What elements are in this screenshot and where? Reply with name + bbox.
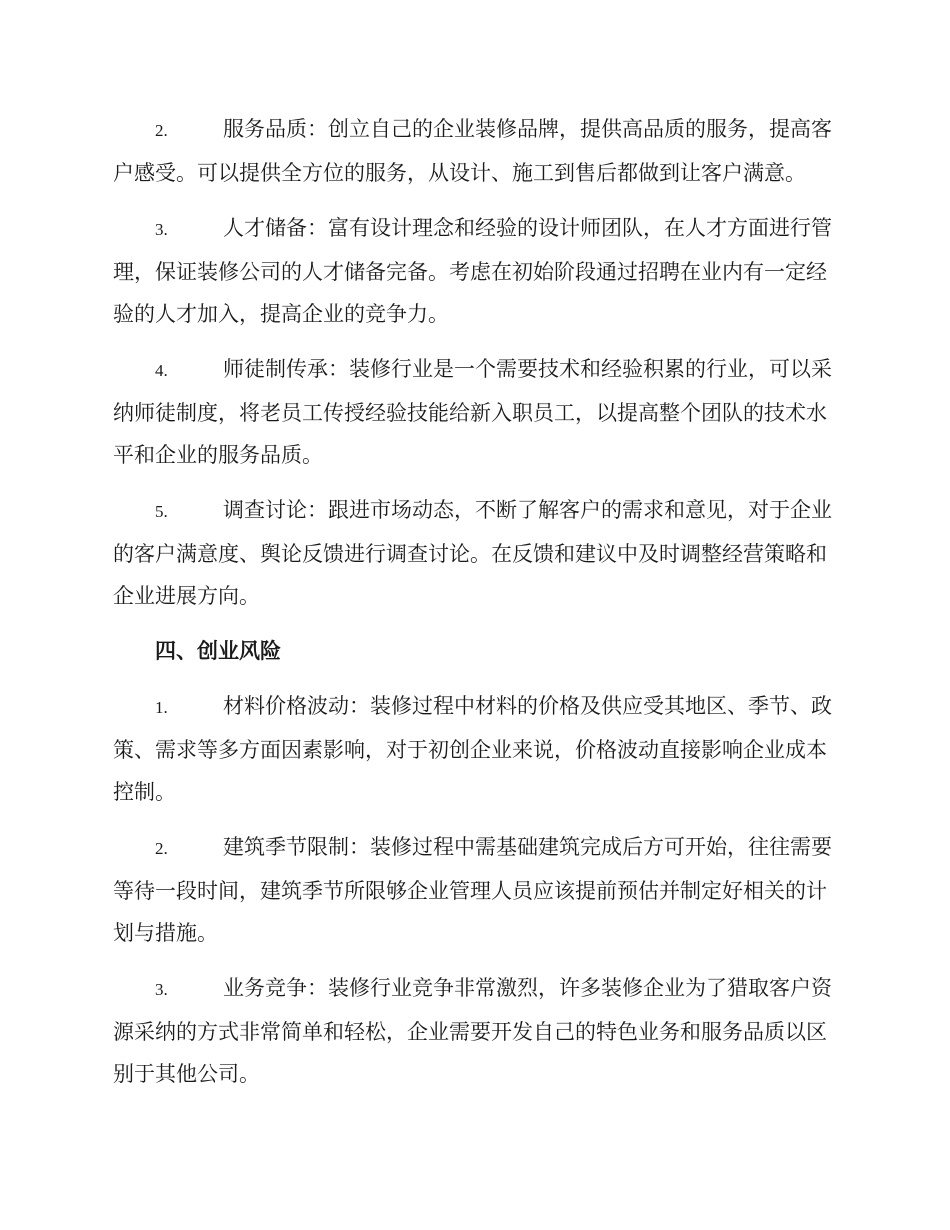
- list-item-number: 2.: [155, 121, 168, 140]
- list-item-text: 人才储备：富有设计理念和经验的设计师团队，在人才方面进行管理，保证装修公司的人才储备完备。考虑在初始阶段通过招聘在业内有一定经验的人才加入，提高企业的竞争力。: [113, 216, 832, 326]
- list-item: [113, 826, 833, 954]
- document-body: [113, 108, 833, 1108]
- list-item-number: 5.: [155, 502, 168, 521]
- list-item: [113, 108, 833, 194]
- list-item: [113, 489, 833, 617]
- list-item: [113, 685, 833, 813]
- list-item-text: 服务品质：创立自己的企业装修品牌，提供高品质的服务，提高客户感受。可以提供全方位的服务，从设计、施工到售后都做到让客户满意。: [113, 117, 832, 185]
- list-item-text: 建筑季节限制：装修过程中需基础建筑完成后方可开始，往往需要等待一段时间，建筑季节所限够企业管理人员应该提前预估并制定好相关的计划与措施。: [113, 835, 832, 945]
- section-heading: 四、创业风险: [155, 638, 281, 663]
- list-item: [113, 967, 833, 1095]
- list-item-number: 2.: [155, 839, 168, 858]
- list-item-text: 业务竞争：装修行业竞争非常激烈，许多装修企业为了猎取客户资源采纳的方式非常简单和轻松，企业需要开发自己的特色业务和服务品质以区别于其他公司。: [113, 976, 832, 1086]
- list-item-number: 3.: [155, 980, 168, 999]
- list-item-number: 1.: [155, 698, 168, 717]
- list-item-text: 调查讨论：跟进市场动态，不断了解客户的需求和意见，对于企业的客户满意度、舆论反馈进行调查讨论。在反馈和建议中及时调整经营策略和企业进展方向。: [113, 498, 832, 608]
- list-item-number: 3.: [155, 220, 168, 239]
- list-item-text: 材料价格波动：装修过程中材料的价格及供应受其地区、季节、政策、需求等多方面因素影响，对于初创企业来说，价格波动直接影响企业成本控制。: [113, 694, 832, 804]
- list-item: [113, 207, 833, 335]
- list-item-text: 师徒制传承：装修行业是一个需要技术和经验积累的行业，可以采纳师徒制度，将老员工传授经验技能给新入职员工，以提高整个团队的技术水平和企业的服务品质。: [113, 357, 832, 467]
- list-item-number: 4.: [155, 361, 168, 380]
- list-item: [113, 348, 833, 476]
